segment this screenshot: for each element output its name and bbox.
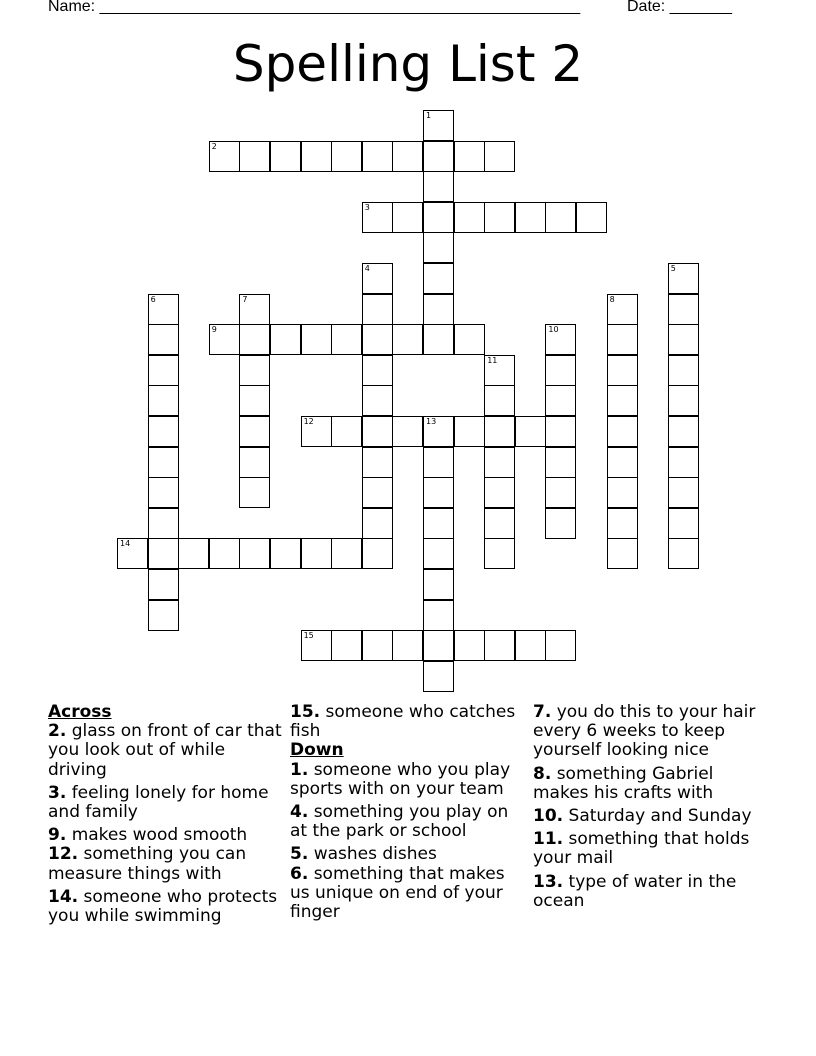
crossword-cell[interactable]	[239, 294, 270, 325]
clue-number-label: 1	[426, 111, 432, 120]
crossword-cell[interactable]	[392, 416, 423, 447]
down-heading: Down	[290, 740, 344, 761]
crossword-cell[interactable]	[362, 416, 393, 447]
clue-item	[533, 873, 771, 911]
crossword-cell[interactable]	[668, 263, 699, 294]
clue-number-label: 2	[211, 141, 217, 151]
crossword-cell[interactable]	[607, 447, 638, 478]
crossword-cell[interactable]	[362, 355, 393, 386]
crossword-cell[interactable]	[239, 477, 270, 508]
clue-number: 8.	[533, 763, 552, 784]
clue-text: Saturday and Sunday	[563, 806, 752, 827]
crossword-cell[interactable]	[607, 294, 638, 325]
crossword-cell[interactable]	[607, 477, 638, 508]
crossword-cell[interactable]	[209, 141, 240, 172]
clue-number: 2.	[48, 721, 67, 742]
crossword-cell[interactable]	[423, 600, 454, 631]
crossword-cell[interactable]	[607, 508, 638, 539]
crossword-cell[interactable]	[209, 324, 240, 355]
crossword-cell[interactable]	[423, 324, 454, 355]
clue-column-1	[48, 703, 286, 930]
crossword-cell[interactable]	[423, 202, 454, 233]
clue-text: someone who catches fish	[290, 702, 516, 742]
crossword-cell[interactable]	[515, 630, 546, 661]
clue-number-label: 11	[487, 355, 498, 365]
clue-text: type of water in the ocean	[533, 871, 737, 911]
crossword-cell[interactable]	[515, 202, 546, 233]
clue-number-label: 6	[150, 294, 156, 304]
crossword-cell[interactable]	[148, 355, 179, 386]
crossword-cell[interactable]	[668, 538, 699, 569]
crossword-cell[interactable]	[668, 324, 699, 355]
crossword-cell[interactable]	[484, 508, 515, 539]
crossword-cell[interactable]	[454, 202, 485, 233]
clue-number-label: 10	[548, 325, 559, 335]
crossword-cell[interactable]	[484, 447, 515, 478]
clue-text: something that holds your mail	[533, 829, 750, 869]
crossword-cell[interactable]	[454, 141, 485, 172]
clue-number: 10.	[533, 806, 564, 827]
clue-text: feeling lonely for home and family	[48, 782, 269, 823]
clue-number: 4.	[290, 802, 309, 823]
clue-item	[48, 826, 286, 845]
clue-item	[533, 807, 771, 826]
crossword-cell[interactable]	[239, 385, 270, 416]
clue-item	[290, 845, 528, 864]
clue-number-label: 7	[242, 294, 248, 304]
crossword-cell[interactable]	[362, 385, 393, 416]
crossword-cell[interactable]	[607, 416, 638, 447]
crossword-cell[interactable]	[454, 416, 485, 447]
crossword-cell[interactable]	[454, 630, 485, 661]
crossword-cell[interactable]	[362, 508, 393, 539]
crossword-cell[interactable]	[668, 447, 699, 478]
crossword-cell[interactable]	[423, 110, 454, 141]
clue-text: makes wood smooth	[66, 825, 248, 846]
clue-number: 7.	[533, 702, 552, 722]
crossword-cell[interactable]	[301, 416, 332, 447]
clue-number-label: 5	[670, 264, 676, 273]
crossword-cell[interactable]	[668, 477, 699, 508]
crossword-cell[interactable]	[148, 508, 179, 539]
crossword-cell[interactable]	[148, 416, 179, 447]
clue-text: you do this to your hair every 6 weeks to keep yourself looking nice	[533, 702, 756, 761]
crossword-cell[interactable]	[545, 477, 576, 508]
crossword-cell[interactable]	[148, 477, 179, 508]
crossword-cell[interactable]	[423, 661, 454, 692]
crossword-cell[interactable]	[607, 385, 638, 416]
clue-item	[533, 830, 771, 868]
clue-number-label: 14	[120, 539, 131, 549]
page-title: Spelling List 2	[232, 35, 584, 93]
crossword-cell[interactable]	[270, 141, 301, 172]
crossword-cell[interactable]	[331, 324, 362, 355]
crossword-cell[interactable]	[545, 385, 576, 416]
crossword-cell[interactable]	[239, 324, 270, 355]
clue-number-label: 15	[303, 631, 314, 641]
crossword-cell[interactable]	[362, 447, 393, 478]
crossword-cell[interactable]	[423, 263, 454, 294]
crossword-cell[interactable]	[668, 416, 699, 447]
clue-text: someone who you play sports with on your team	[290, 759, 511, 799]
clue-text: something you can measure things with	[48, 844, 247, 884]
crossword-cell[interactable]	[301, 538, 332, 569]
clue-number: 3.	[48, 782, 67, 803]
crossword-cell[interactable]	[484, 385, 515, 416]
crossword-cell[interactable]	[362, 141, 393, 172]
crossword-cell[interactable]	[545, 355, 576, 386]
crossword-cell[interactable]	[239, 447, 270, 478]
crossword-cell[interactable]	[545, 630, 576, 661]
crossword-cell[interactable]	[423, 630, 454, 661]
clue-number: 9.	[48, 825, 67, 846]
crossword-cell[interactable]	[148, 600, 179, 631]
clue-number: 14.	[48, 886, 79, 907]
crossword-cell[interactable]	[148, 447, 179, 478]
clue-item	[533, 703, 771, 761]
crossword-cell[interactable]	[362, 263, 393, 294]
name-field-line[interactable]: Name: ______________________________________________________	[48, 0, 581, 15]
crossword-cell[interactable]	[301, 324, 332, 355]
clue-text: glass on front of car that you look out of while driving	[48, 721, 282, 780]
crossword-cell[interactable]	[362, 538, 393, 569]
crossword-cell[interactable]	[148, 294, 179, 325]
crossword-cell[interactable]	[423, 171, 454, 202]
crossword-cell[interactable]	[423, 477, 454, 508]
crossword-cell[interactable]	[392, 630, 423, 661]
clue-item	[533, 765, 771, 803]
crossword-cell[interactable]	[484, 630, 515, 661]
crossword-cell[interactable]	[239, 416, 270, 447]
crossword-cell[interactable]	[239, 538, 270, 569]
crossword-cell[interactable]	[239, 355, 270, 386]
crossword-cell[interactable]	[545, 447, 576, 478]
date-field-line[interactable]: Date: _______	[627, 0, 732, 15]
crossword-cell[interactable]	[607, 324, 638, 355]
crossword-cell[interactable]	[392, 141, 423, 172]
clue-text: something that makes us unique on end of your finger	[290, 863, 505, 923]
crossword-cell[interactable]	[576, 202, 607, 233]
clue-number: 1.	[290, 759, 309, 780]
crossword-cell[interactable]	[484, 202, 515, 233]
clue-number-label: 3	[364, 202, 370, 212]
crossword-cell[interactable]	[545, 202, 576, 233]
crossword-cell[interactable]	[270, 324, 301, 355]
clue-number: 12.	[48, 844, 79, 865]
crossword-cell[interactable]	[301, 141, 332, 172]
clue-text: someone who protects you while swimming	[48, 886, 278, 927]
crossword-cell[interactable]	[148, 324, 179, 355]
crossword-cell[interactable]	[545, 324, 576, 355]
clue-number-label: 9	[211, 325, 217, 335]
clue-number-label: 12	[303, 417, 314, 426]
clue-text: something you play on at the park or school	[290, 802, 509, 842]
crossword-cell[interactable]	[484, 538, 515, 569]
crossword-cell[interactable]	[545, 508, 576, 539]
clue-item	[48, 722, 286, 780]
clue-text: washes dishes	[308, 844, 437, 865]
clue-number-label: 4	[364, 264, 370, 273]
clue-number: 15.	[290, 702, 321, 722]
crossword-cell[interactable]	[454, 324, 485, 355]
crossword-cell[interactable]	[362, 202, 393, 233]
crossword-cell[interactable]	[484, 477, 515, 508]
crossword-cell[interactable]	[668, 508, 699, 539]
crossword-cell[interactable]	[423, 538, 454, 569]
clue-column-3	[533, 703, 771, 915]
crossword-cell[interactable]	[270, 538, 301, 569]
crossword-cell[interactable]	[301, 630, 332, 661]
crossword-cell[interactable]	[362, 477, 393, 508]
crossword-cell[interactable]	[331, 538, 362, 569]
clue-number-label: 8	[609, 294, 615, 304]
clue-item	[48, 784, 286, 822]
clue-item	[290, 865, 528, 923]
crossword-cell[interactable]	[423, 294, 454, 325]
clue-number: 5.	[290, 844, 309, 865]
crossword-cell[interactable]	[148, 538, 179, 569]
clue-number: 11.	[533, 829, 564, 850]
crossword-cell[interactable]	[668, 294, 699, 325]
crossword-cell[interactable]	[423, 447, 454, 478]
crossword-cell[interactable]	[423, 232, 454, 263]
crossword-cell[interactable]	[178, 538, 209, 569]
crossword-cell[interactable]	[239, 141, 270, 172]
clue-item	[48, 888, 286, 926]
clue-item	[290, 703, 528, 741]
crossword-cell[interactable]	[607, 355, 638, 386]
crossword-cell[interactable]	[545, 416, 576, 447]
clue-text: something Gabriel makes his crafts with	[533, 763, 714, 803]
crossword-cell[interactable]	[392, 202, 423, 233]
crossword-cell[interactable]	[392, 324, 423, 355]
clue-item	[290, 803, 528, 841]
crossword-cell[interactable]	[209, 538, 240, 569]
clue-number-label: 13	[426, 417, 437, 426]
clue-item	[290, 761, 528, 799]
crossword-cell[interactable]	[148, 569, 179, 600]
crossword-cell[interactable]	[331, 141, 362, 172]
crossword-cell[interactable]	[484, 141, 515, 172]
crossword-cell[interactable]	[117, 538, 148, 569]
crossword-cell[interactable]	[423, 141, 454, 172]
crossword-cell[interactable]	[331, 630, 362, 661]
crossword-cell[interactable]	[668, 355, 699, 386]
crossword-cell[interactable]	[362, 630, 393, 661]
crossword-cell[interactable]	[362, 324, 393, 355]
crossword-cell[interactable]	[484, 416, 515, 447]
crossword-cell[interactable]	[484, 355, 515, 386]
crossword-cell[interactable]	[362, 294, 393, 325]
crossword-cell[interactable]	[515, 416, 546, 447]
crossword-cell[interactable]	[607, 538, 638, 569]
crossword-cell[interactable]	[148, 385, 179, 416]
clue-number: 13.	[533, 871, 564, 892]
clue-item	[48, 845, 286, 883]
clue-column-2	[290, 703, 528, 926]
clue-number: 6.	[290, 863, 309, 884]
crossword-cell[interactable]	[668, 385, 699, 416]
crossword-cell[interactable]	[423, 569, 454, 600]
crossword-cell[interactable]	[331, 416, 362, 447]
crossword-cell[interactable]	[423, 416, 454, 447]
crossword-cell[interactable]	[423, 508, 454, 539]
across-heading: Across	[48, 702, 112, 722]
